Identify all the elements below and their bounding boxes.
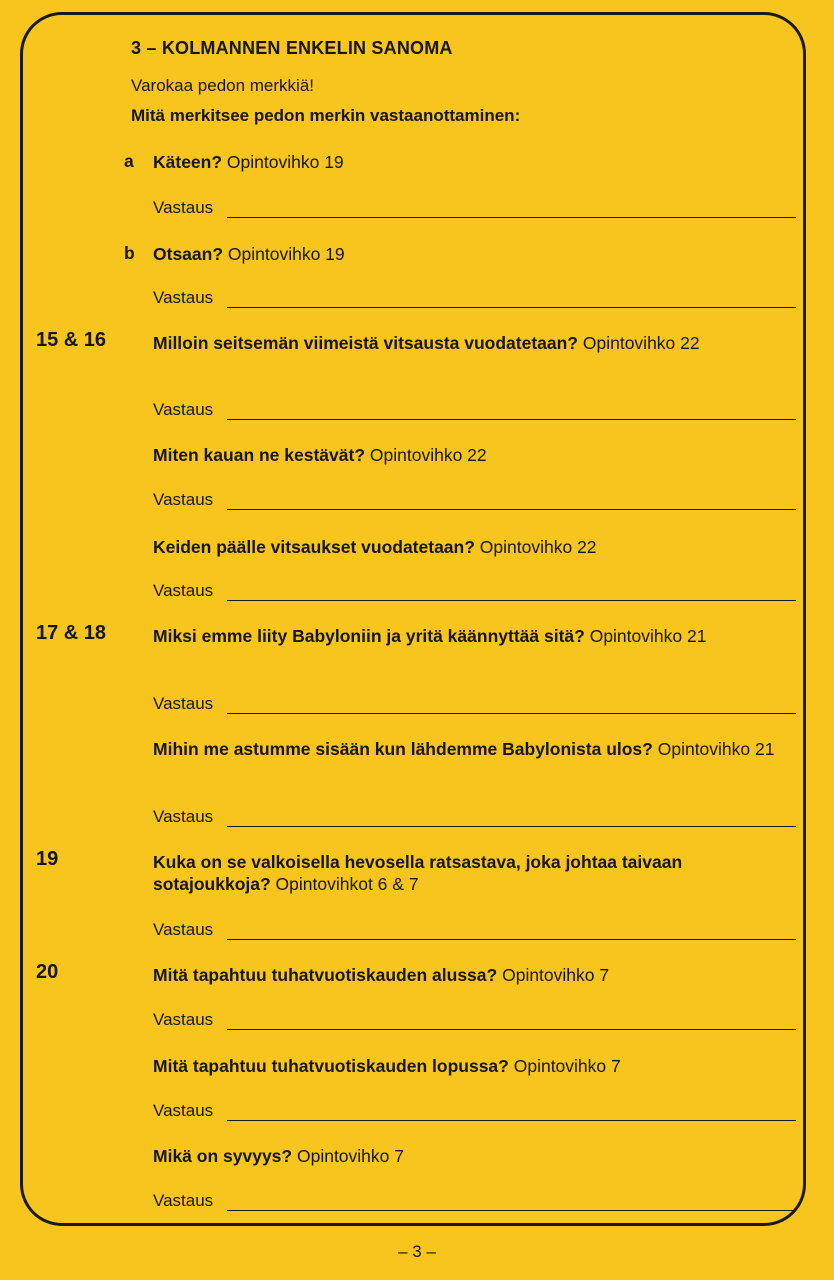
answer-line[interactable] <box>227 1013 796 1030</box>
question-ref: Opintovihko 7 <box>296 1146 404 1166</box>
question-20 <box>153 964 803 986</box>
question-a <box>153 151 803 173</box>
question-number-17-18: 17 & 18 <box>36 622 107 644</box>
question-ref: Opintovihko 19 <box>227 244 345 264</box>
answer-field-15-16[interactable] <box>153 398 796 420</box>
question-text: Miten kauan ne kestävät? <box>153 445 366 465</box>
page-border <box>20 12 806 1226</box>
answer-label: Vastaus <box>153 490 214 509</box>
question-text: Miksi emme liity Babyloniin ja yritä käännyttää sitä? <box>153 626 585 646</box>
item-letter-b: b <box>124 243 135 263</box>
answer-line[interactable] <box>227 1104 796 1121</box>
answer-label: Vastaus <box>153 1101 214 1120</box>
question-ref: Opintovihkot 6 & 7 <box>275 874 419 894</box>
question-text: Mitä tapahtuu tuhatvuotiskauden lopussa? <box>153 1056 509 1076</box>
answer-label: Vastaus <box>153 807 214 826</box>
lead-question: Mitä merkitsee pedon merkin vastaanottaminen: <box>131 106 521 125</box>
answer-field-mihin[interactable] <box>153 805 796 827</box>
answer-label: Vastaus <box>153 1010 214 1029</box>
question-ref: Opintovihko 7 <box>513 1056 621 1076</box>
question-text: Keiden päälle vitsaukset vuodatetaan? <box>153 537 475 557</box>
question-ref: Opintovihko 7 <box>502 965 610 985</box>
answer-line[interactable] <box>227 493 796 510</box>
question-number-20: 20 <box>36 961 59 983</box>
answer-line[interactable] <box>227 201 796 218</box>
answer-line[interactable] <box>227 697 796 714</box>
question-15-16 <box>153 332 803 354</box>
question-text: Mihin me astumme sisään kun lähdemme Babylonista ulos? <box>153 739 653 759</box>
answer-line[interactable] <box>227 584 796 601</box>
question-ref: Opintovihko 21 <box>657 739 775 759</box>
question-ref: Opintovihko 22 <box>369 445 487 465</box>
answer-field-a[interactable] <box>153 196 796 218</box>
question-kauan <box>153 444 803 466</box>
warning-text: Varokaa pedon merkkiä! <box>131 76 315 95</box>
answer-label: Vastaus <box>153 920 214 939</box>
answer-line[interactable] <box>227 1194 796 1211</box>
question-ref: Opintovihko 19 <box>226 152 344 172</box>
item-letter-a: a <box>124 151 134 171</box>
question-ref: Opintovihko 21 <box>589 626 707 646</box>
answer-label: Vastaus <box>153 198 214 217</box>
answer-line[interactable] <box>227 291 796 308</box>
question-lopussa <box>153 1055 803 1077</box>
question-17-18 <box>153 625 803 647</box>
answer-field-b[interactable] <box>153 286 796 308</box>
question-text: Mitä tapahtuu tuhatvuotiskauden alussa? <box>153 965 498 985</box>
answer-field-17-18[interactable] <box>153 692 796 714</box>
answer-label: Vastaus <box>153 581 214 600</box>
answer-field-lopussa[interactable] <box>153 1099 796 1121</box>
question-text: Käteen? <box>153 152 223 172</box>
question-mihin <box>153 738 803 760</box>
answer-label: Vastaus <box>153 1191 214 1210</box>
question-19 <box>153 851 803 895</box>
page-number: – 3 – <box>398 1242 436 1261</box>
answer-label: Vastaus <box>153 288 214 307</box>
answer-line[interactable] <box>227 403 796 420</box>
answer-line[interactable] <box>227 810 796 827</box>
answer-field-kauan[interactable] <box>153 488 796 510</box>
question-text: Kuka on se valkoisella hevosella ratsastava, joka johtaa taivaan sotajoukkoja? <box>153 852 683 894</box>
answer-field-syvyys[interactable] <box>153 1189 796 1211</box>
section-title: 3 – KOLMANNEN ENKELIN SANOMA <box>131 38 453 58</box>
question-ref: Opintovihko 22 <box>582 333 700 353</box>
question-number-15-16: 15 & 16 <box>36 329 107 351</box>
answer-label: Vastaus <box>153 400 214 419</box>
answer-label: Vastaus <box>153 694 214 713</box>
answer-field-keiden[interactable] <box>153 579 796 601</box>
question-text: Otsaan? <box>153 244 224 264</box>
answer-field-19[interactable] <box>153 918 796 940</box>
answer-line[interactable] <box>227 923 796 940</box>
question-text: Mikä on syvyys? <box>153 1146 293 1166</box>
question-b <box>153 243 803 265</box>
question-number-19: 19 <box>36 848 59 870</box>
question-text: Milloin seitsemän viimeistä vitsausta vuodatetaan? <box>153 333 578 353</box>
question-syvyys <box>153 1145 803 1167</box>
question-ref: Opintovihko 22 <box>479 537 597 557</box>
answer-field-20[interactable] <box>153 1008 796 1030</box>
question-keiden <box>153 536 803 558</box>
